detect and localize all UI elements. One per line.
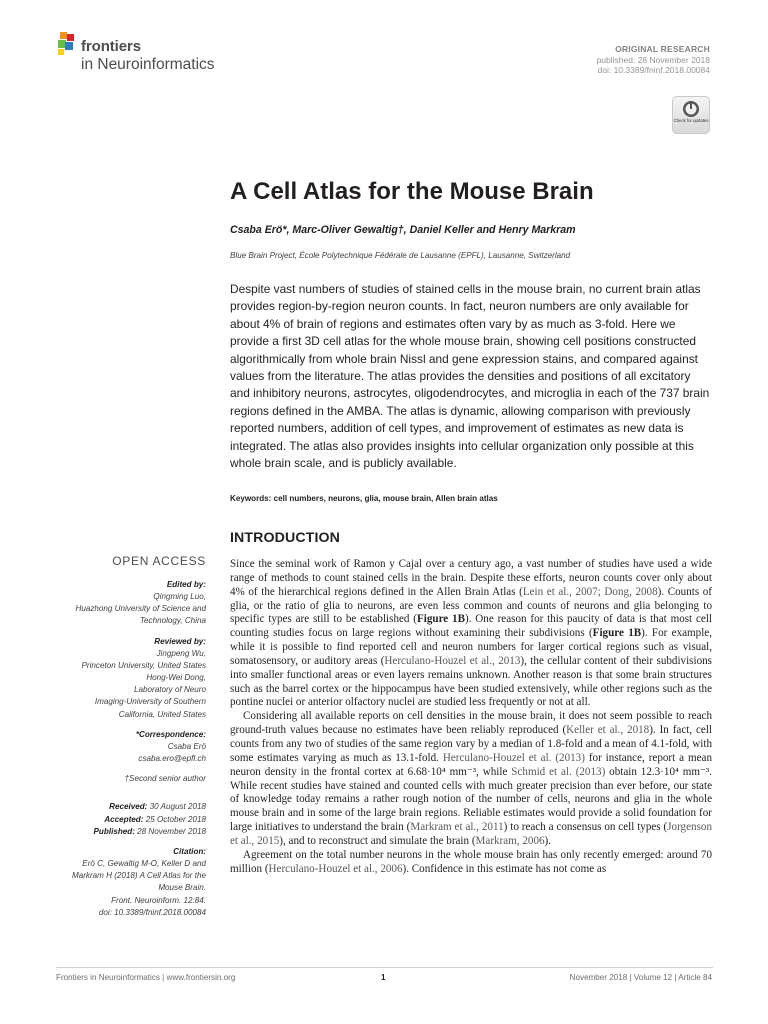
citation-info (36, 858, 206, 919)
keywords-label: Keywords: (230, 494, 272, 503)
sidebar-line: Qingming Luo, (153, 592, 206, 601)
sidebar-line: Laboratory of Neuro (134, 685, 206, 695)
sidebar-line: Markram H (2018) A Cell Atlas for the (71, 871, 206, 881)
edited-by-label: Edited by: (166, 580, 206, 589)
page-number: 1 (381, 973, 386, 982)
sidebar-line: California, United States (118, 709, 206, 719)
published-date-sidebar: Published: 28 November 2018 (93, 826, 206, 836)
sidebar-line: Princeton University, United States (81, 660, 206, 670)
citation-link[interactable]: Herculano-Houzel et al., 2006 (268, 862, 403, 875)
citation-link[interactable]: Herculano-Houzel et al., 2013 (384, 654, 521, 667)
citation-link[interactable]: Keller et al., 2018 (566, 724, 650, 737)
sidebar-line: Front. Neuroinform. 12:84. (111, 895, 206, 905)
journal-name: in Neuroinformatics (81, 56, 215, 73)
editor-info (36, 591, 206, 628)
sidebar-line: Huazhong University of Science and (75, 604, 206, 614)
affiliation: Blue Brain Project, École Polytechnique Fédérale de Lausanne (EPFL), Lausanne, Switzerland (230, 251, 571, 260)
doi[interactable]: doi: 10.3389/fninf.2018.00084 (597, 65, 710, 75)
footer-divider (56, 967, 713, 968)
citation-link[interactable]: Lein et al., 2007; Dong, 2008 (522, 585, 658, 598)
article-meta-header (597, 44, 710, 76)
journal-logo[interactable] (56, 32, 256, 82)
sidebar-line: Technology, China (139, 616, 206, 626)
body-text (230, 558, 712, 876)
citation-link[interactable]: Jorgenson et al., 2015 (230, 821, 712, 847)
accepted-date: Accepted: 25 October 2018 (104, 814, 206, 824)
article-sidebar (36, 554, 206, 919)
sidebar-line: doi: 10.3389/fninf.2018.00084 (98, 907, 206, 917)
sidebar-line: Hong-Wei Dong, (146, 673, 206, 683)
citation-link[interactable]: Schmid et al. (2013) (511, 765, 606, 778)
senior-author-note: †Second senior author (124, 774, 206, 784)
article-title: A Cell Atlas for the Mouse Brain (230, 178, 594, 205)
reviewed-by-label: Reviewed by: (154, 636, 206, 646)
check-for-updates-icon (681, 100, 701, 118)
sidebar-line: csaba.ero@epfl.ch (138, 754, 206, 764)
citation-link[interactable]: Markram et al., 2011 (410, 821, 504, 834)
paragraph: Considering all available reports on cell densities in the mouse brain, it does not seem possible to reach ground-truth values because no estimates have been reliably reproduced (Keller et al., 2018). In fact, cell counts from any two of studies of the same region vary by a median of 1.8-fold and a mean of 4.1-fold, with some estimates varying as much as 13.1-fold. Herculano-Houzel et al. (2013) for instance, report a mean neuron density in the frontal cortex at 6.68·10⁴ mm⁻³, while Schmid et al. (2013) obtain 12.3·10⁴ mm⁻³. While recent studies have stained and counted cells with much greater precision than ever before, our state of knowledge today remains a rather rough notion of the number of cells, neurons and glia in the whole mouse brain and in some of the large brain regions. Reliable estimates would provide a solid foundation for large initiatives to understand the brain (Markram et al., 2011) to reach a consensus on cell types (Jorgenson et al., 2015), and to reconstruct and simulate the brain (Markram, 2006). (230, 710, 712, 847)
footer-journal-link[interactable]: Frontiers in Neuroinformatics | www.frontiersin.org (56, 973, 236, 982)
published-date: published: 28 November 2018 (596, 54, 710, 65)
keywords (230, 494, 498, 503)
received-date: Received: 30 August 2018 (109, 802, 206, 812)
check-for-updates-badge[interactable] (672, 96, 710, 134)
paragraph: Agreement on the total number neurons in the whole mouse brain has only recently emerged: around 70 million (Herculano-Houzel et al., 2006). Confidence in this estimate has not come as (230, 848, 712, 875)
section-heading: INTRODUCTION (230, 530, 340, 546)
figure-link[interactable]: Figure 1B (417, 613, 465, 626)
citation-link[interactable]: Herculano-Houzel et al. (2013) (442, 751, 585, 764)
publisher-name: frontiers (81, 38, 141, 55)
reviewer-info (36, 648, 206, 721)
sidebar-line: Erö C, Gewaltig M-O, Keller D and (82, 859, 206, 869)
citation-label: Citation: (173, 847, 206, 857)
citation-link[interactable]: Markram, 2006 (475, 834, 545, 847)
open-access-label: OPEN ACCESS (112, 554, 206, 568)
frontiers-logo-icon (56, 32, 82, 58)
footer-volume-info: November 2018 | Volume 12 | Article 84 (569, 973, 712, 982)
paragraph: Since the seminal work of Ramon y Cajal over a century ago, a vast number of studies have used a wide range of methods to count stained cells in the brain. Despite these efforts, neuron counts cover only about 4% of the hierarchical regions defined in the Allen Brain Atlas (Lein et al., 2007; Dong, 2008). Counts of glia, or the ratio of glia to neurons, are even less common and counts of neurons and glia belonging to specific types are still to be established (Figure 1B). One reason for this paucity of data is that most cell counting studies focus on large regions without examining their subdivisions (Figure 1B). For example, while it is possible to find reported cell and neuron numbers for larger cortical regions such as visual, somatosensory, or auditory areas (Herculano-Houzel et al., 2013), the cellular content of their subdivisions into smaller functional areas or even layers remains unknown. Another reason is that some brain structures such as the barrel cortex or the hippocampus have been studied extensively, while other regions such as the pontine nuclei or anterior olfactory nuclei are studied less frequently or not at all. (230, 558, 712, 709)
correspondence-info[interactable] (36, 741, 206, 765)
sidebar-line: Jingpeng Wu, (156, 648, 206, 658)
sidebar-line: Csaba Erö (167, 741, 206, 751)
sidebar-line: Imaging-University of Southern (94, 697, 206, 707)
correspondence-label: *Correspondence: (135, 729, 206, 739)
abstract: Despite vast numbers of studies of stained cells in the mouse brain, no current brain atlas provides region-by-region neuron counts. In fact, neuron numbers are only available for about 4% of brain of regions and estimates often vary by as much as 3-fold. Here we provide a first 3D cell atlas for the whole mouse brain, showing cell positions constructed algorithmically from whole brain Nissl and gene expression stains, and compared against values from the literature. The atlas provides the densities and positions of all excitatory and inhibitory neurons, astrocytes, oligodendrocytes, and microglia in each of the 737 brain regions defined in the AMBA. The atlas is dynamic, allowing comparison with previously reported numbers, addition of cell types, and improvement of estimates as new data is integrated. The atlas also provides insights into cellular organization only possible at this whole brain scale, and is publicly available. (230, 282, 710, 471)
keywords-list: cell numbers, neurons, glia, mouse brain, Allen brain atlas (273, 494, 498, 503)
article-type: ORIGINAL RESEARCH (615, 44, 710, 54)
author-list[interactable]: Csaba Erö*, Marc-Oliver Gewaltig†, Daniel Keller and Henry Markram (230, 224, 576, 236)
sidebar-line: Mouse Brain. (158, 883, 206, 893)
figure-link[interactable]: Figure 1B (592, 627, 642, 640)
badge-label: Check for updates (673, 118, 709, 123)
